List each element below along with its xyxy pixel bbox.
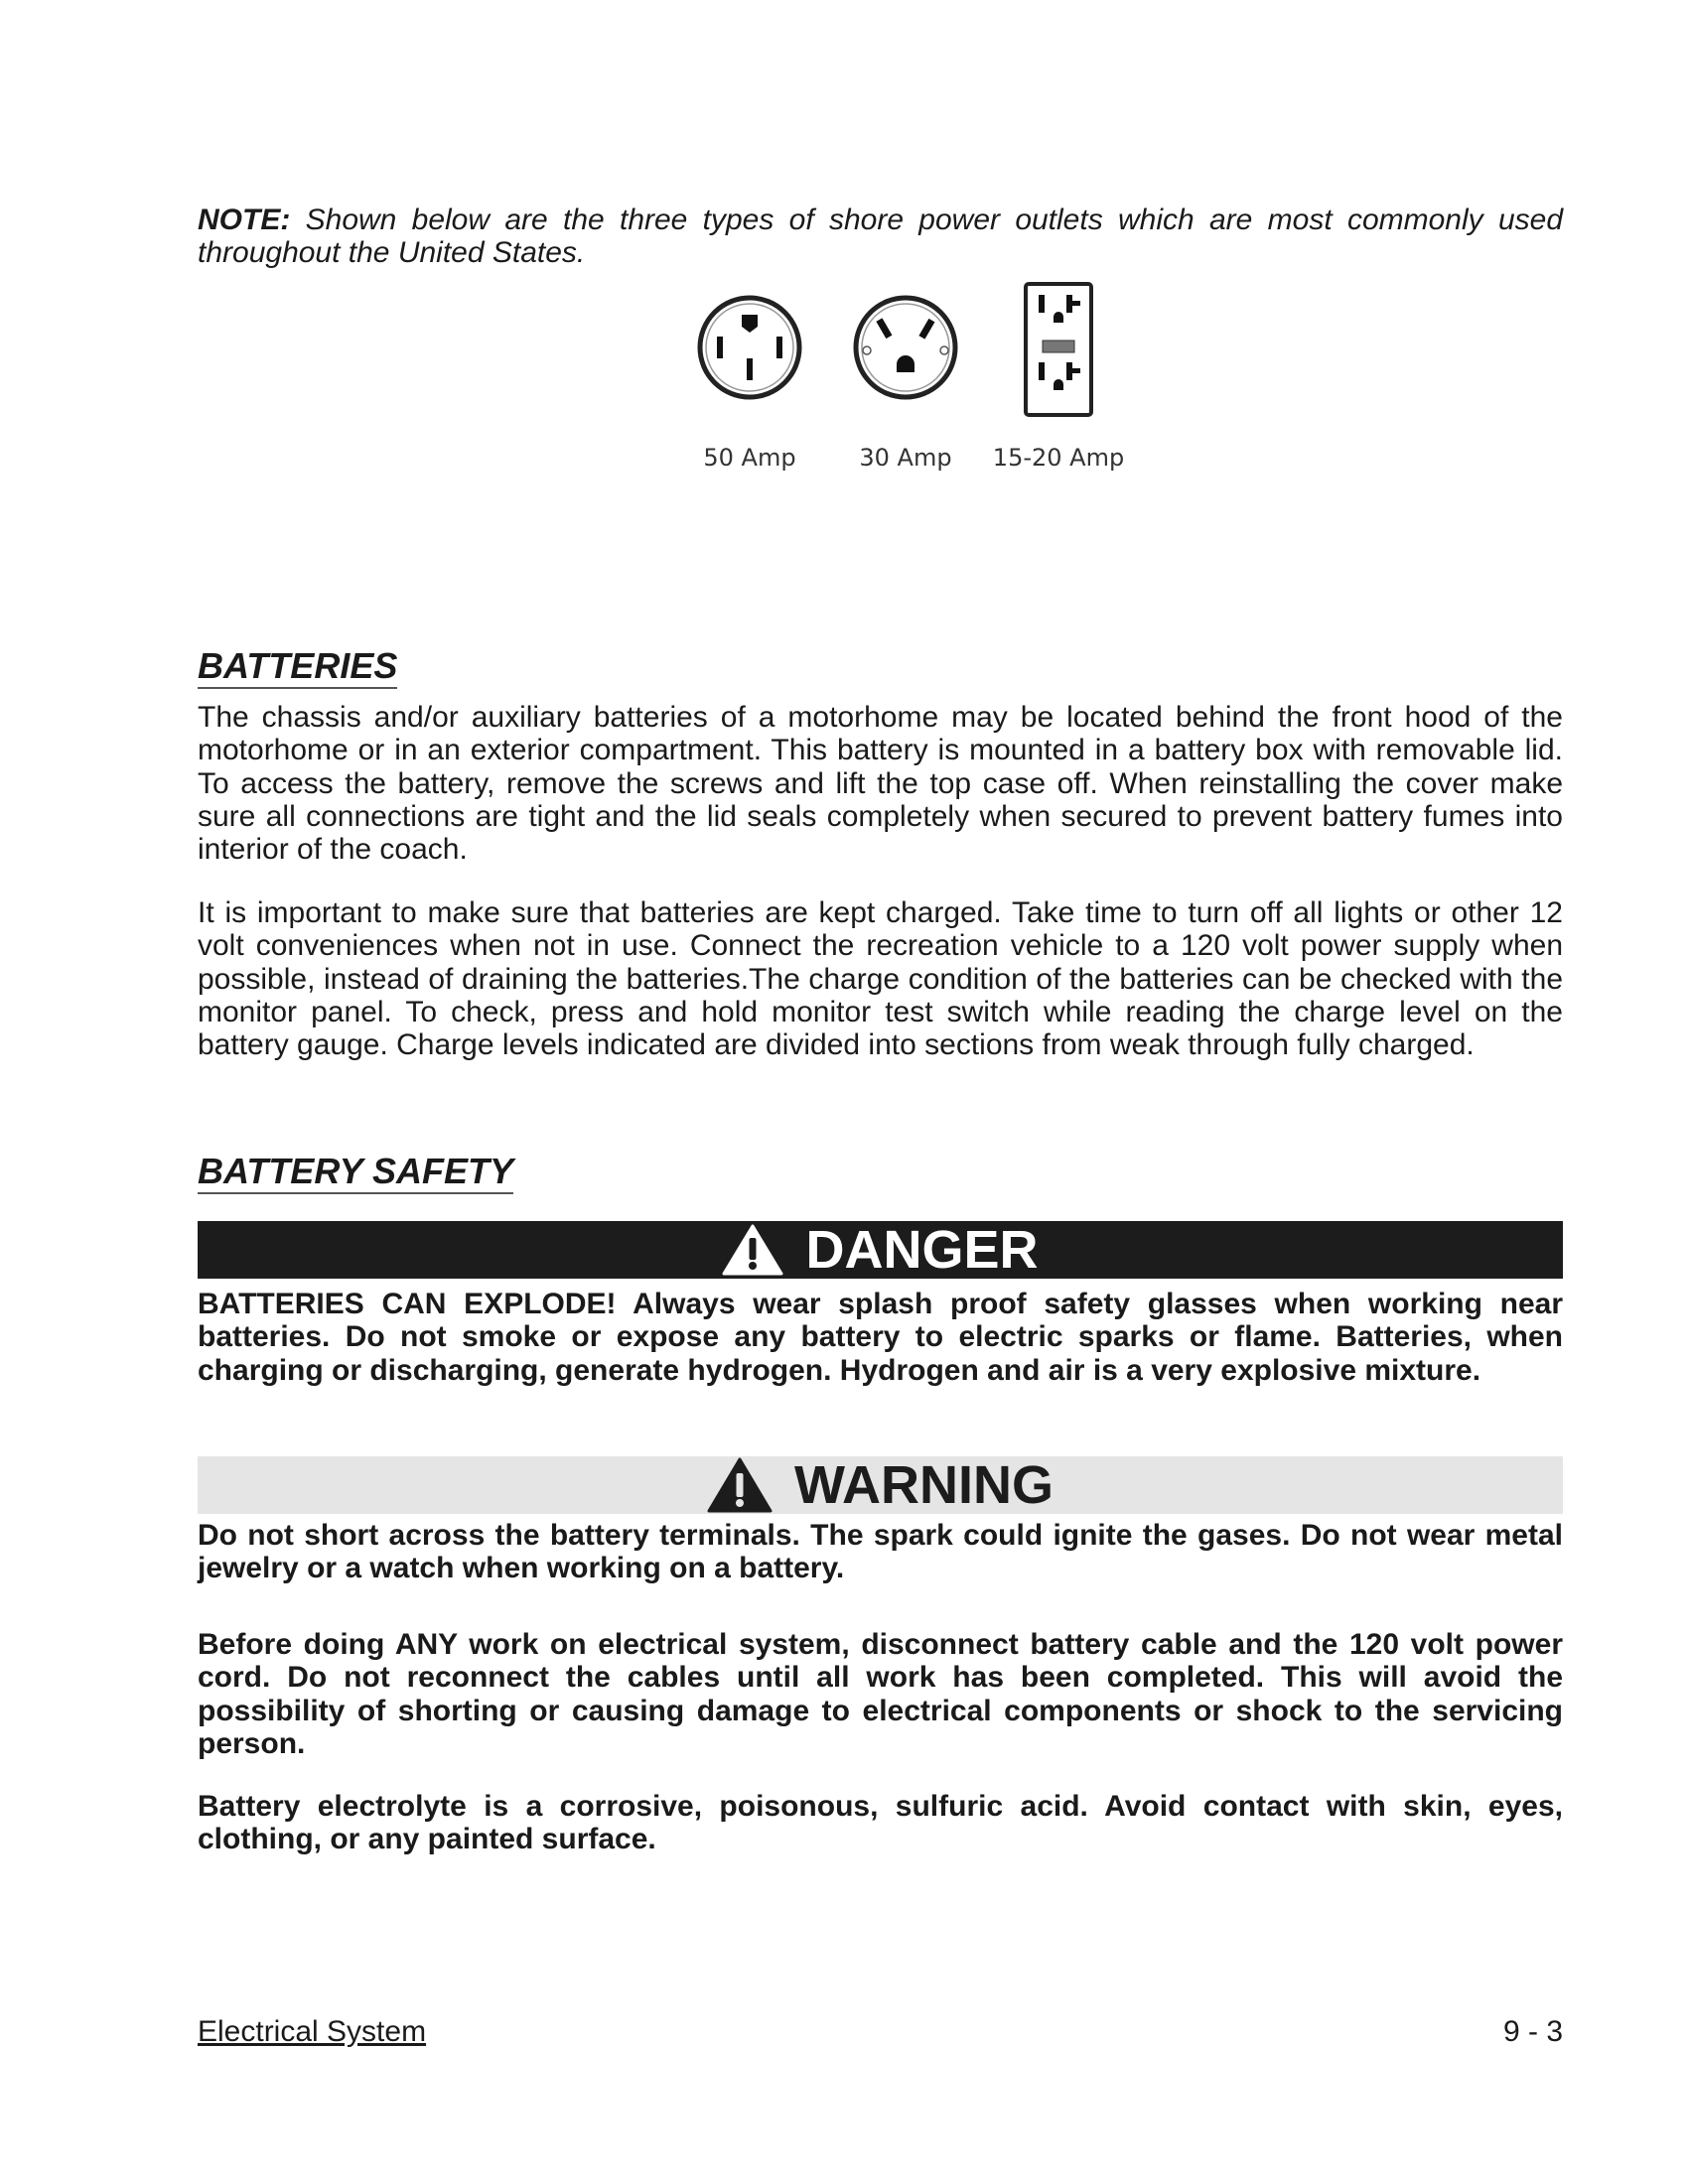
batteries-heading: BATTERIES xyxy=(198,646,397,689)
danger-banner xyxy=(198,1221,1563,1279)
batteries-paragraph-2: It is important to make sure that batteries are kept charged. Take time to turn off all lights or other 12 volt conveniences when not in use. Connect the recreation vehicle to a 120 volt power supply when possible, instead of draining the batteries.The charge condition of the batteries can be checked with the monitor panel. To check, press and hold monitor test switch while reading the charge level on the battery gauge. Charge levels indicated are divided into sections from weak through fully charged. xyxy=(198,896,1563,1062)
outlet-30-amp-label: 30 Amp xyxy=(859,444,952,472)
batteries-paragraph-1: The chassis and/or auxiliary batteries of a motorhome may be located behind the front hood of the motorhome or in an exterior compartment. This battery is mounted in a battery box with removable lid. To access the battery, remove the screws and lift the top case off. When reinstalling the cover make sure all connections are tight and the lid seals completely when secured to prevent battery fumes into interior of the coach. xyxy=(198,701,1563,867)
battery-safety-heading: BATTERY SAFETY xyxy=(198,1152,513,1194)
warning-paragraph-3: Battery electrolyte is a corrosive, poisonous, sulfuric acid. Avoid contact with skin, eyes, clothing, or any painted surface. xyxy=(198,1790,1563,1856)
note-label: NOTE: xyxy=(198,204,291,236)
outlet-50-amp-icon xyxy=(695,293,804,402)
warning-banner xyxy=(198,1456,1563,1514)
warning-label: WARNING xyxy=(794,1455,1054,1515)
note-paragraph xyxy=(198,204,1563,269)
danger-warning-triangle-icon xyxy=(722,1224,783,1276)
note-text: Shown below are the three types of shore power outlets which are most commonly used throughout the United States. xyxy=(198,204,1563,269)
outlet-15-20-amp-label: 15-20 Amp xyxy=(992,444,1125,472)
danger-text: BATTERIES CAN EXPLODE! Always wear splash proof safety glasses when working near batteries. Do not smoke or expose any battery to electric sparks or flame. Batteries, when charging or discharging, generate hydrogen. Hydrogen and air is a very explosive mixture. xyxy=(198,1288,1563,1387)
warning-paragraph-1: Do not short across the battery terminals. The spark could ignite the gases. Do not wear metal jewelry or a watch when working on a battery. xyxy=(198,1519,1563,1585)
danger-label: DANGER xyxy=(805,1220,1039,1280)
footer-page-number: 9 - 3 xyxy=(1502,2015,1563,2048)
outlet-30-amp-icon xyxy=(851,293,960,402)
footer-section-title: Electrical System xyxy=(198,2015,427,2048)
warning-triangle-icon xyxy=(707,1457,773,1513)
warning-paragraph-2: Before doing ANY work on electrical system, disconnect battery cable and the 120 volt power cord. Do not reconnect the cables until all work has been completed. This will avoid the possibility of shorting or causing damage to electrical components or shock to the servicing person. xyxy=(198,1628,1563,1760)
outlet-50-amp-label: 50 Amp xyxy=(703,444,796,472)
outlet-15-20-amp-icon xyxy=(1023,281,1094,418)
